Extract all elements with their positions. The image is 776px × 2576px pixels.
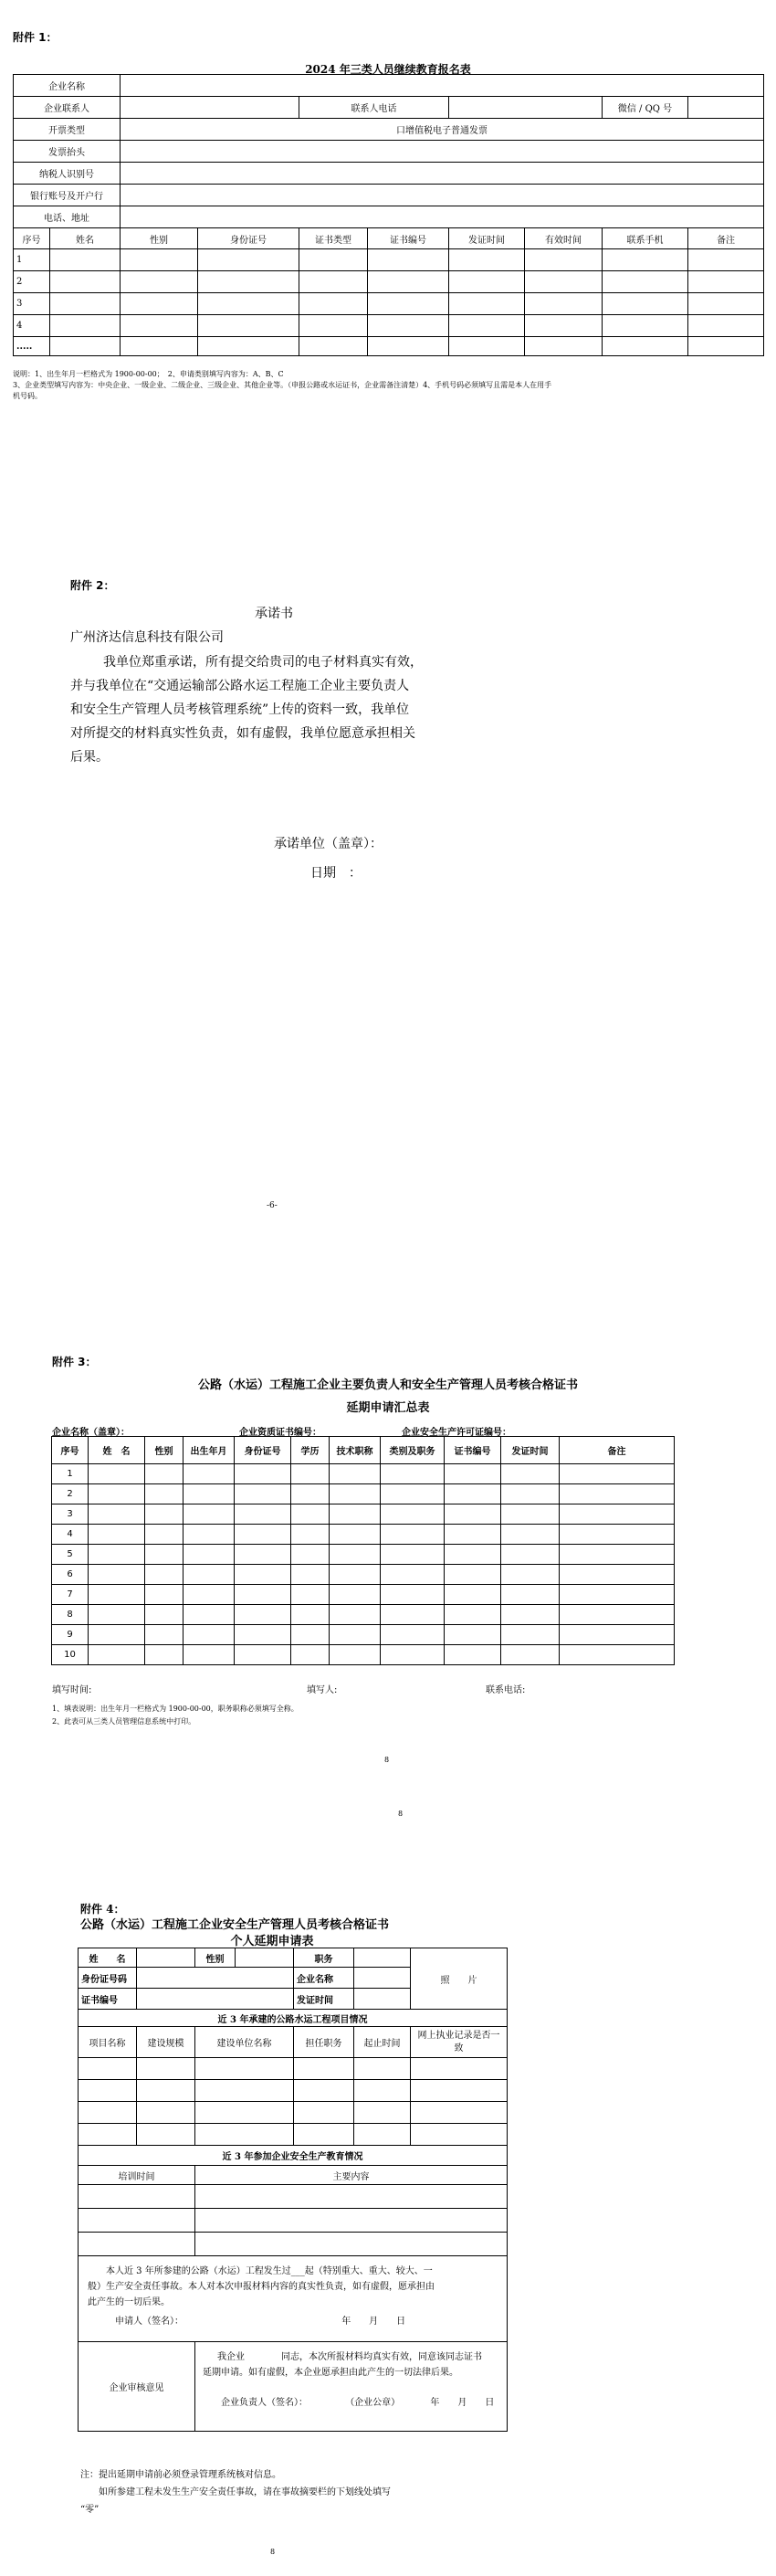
attach4-application-table xyxy=(78,1948,508,2432)
position-field[interactable] xyxy=(354,1948,411,1968)
table-row xyxy=(79,2185,508,2209)
company-name-field[interactable] xyxy=(354,1968,411,1989)
header-cell: 备注 xyxy=(560,1437,675,1464)
attach3-label: 附件 3： xyxy=(52,1356,97,1368)
wechat-qq-label: 微信 / QQ 号 xyxy=(603,97,688,119)
table-row xyxy=(14,315,764,337)
filler-label: 填写人: xyxy=(307,1685,338,1695)
contact-field[interactable] xyxy=(121,97,299,119)
row-index: 3 xyxy=(14,293,50,315)
attach2-label: 附件 2： xyxy=(70,579,115,592)
gender-field[interactable] xyxy=(236,1948,294,1968)
table-row xyxy=(79,2102,508,2124)
company-head-label: 企业负责人（签名）： xyxy=(221,2398,308,2408)
header-cell: 出生年月 xyxy=(184,1437,235,1464)
table-row xyxy=(79,2124,508,2146)
header-cell: 类别及职务 xyxy=(381,1437,445,1464)
header-cell: 性别 xyxy=(121,228,198,249)
attach2-company: 广州济达信息科技有限公司 xyxy=(70,630,224,645)
safety-permit-label: 企业安全生产许可证编号： xyxy=(402,1428,511,1438)
company-name-label: 企业名称（盖章）： xyxy=(52,1428,130,1438)
page-number: 8 xyxy=(270,2548,276,2556)
company-name-label: 企业名称 xyxy=(14,75,121,97)
header-cell: 学历 xyxy=(291,1437,330,1464)
contact-phone-label: 联系人电话 xyxy=(299,97,449,119)
company-name-field[interactable] xyxy=(121,75,764,97)
table-row xyxy=(79,2080,508,2102)
attach2-date: 日期 ： xyxy=(310,866,362,881)
gender-label: 性别 xyxy=(195,1948,236,1968)
page-number: 8 xyxy=(398,1810,404,1818)
cert-no-field[interactable] xyxy=(137,1989,294,2010)
contact-phone-label: 联系电话: xyxy=(486,1685,526,1695)
table-row: 3 xyxy=(52,1504,675,1525)
header-cell: 序号 xyxy=(52,1437,89,1464)
attach1-registration-table xyxy=(13,74,764,356)
header-cell: 证书类型 xyxy=(299,228,368,249)
photo-box[interactable]: 照 片 xyxy=(411,1948,508,2010)
table-row: 10 xyxy=(52,1645,675,1665)
table-row xyxy=(14,271,764,293)
header-cell: 身份证号 xyxy=(235,1437,291,1464)
table-row: 4 xyxy=(52,1525,675,1545)
position-label: 职务 xyxy=(294,1948,354,1968)
table-row: 2 xyxy=(52,1484,675,1504)
taxpayer-id-field[interactable] xyxy=(121,163,764,185)
attach2-body: 我单位郑重承诺，所有提交给贵司的电子材料真实有效， 并与我单位在“交通运输部公路水运工程施工企业主要负责人 和安全生产管理人员考核管理系统”上传的资料一致，我单位 对所提交的材料真实性负责，如有虚假，我单位愿意承担相关 后果。 xyxy=(70,655,423,765)
table-row xyxy=(79,2209,508,2233)
invoice-type-value[interactable]: 口增值税电子普通发票 xyxy=(121,119,764,141)
company-name-label: 企业名称 xyxy=(294,1968,354,1989)
date-label: 年 月 日 xyxy=(430,2398,495,2408)
header-cell: 发证时间 xyxy=(449,228,525,249)
attach3-notes: 1、填表说明：出生年月一栏格式为 1900-00-00，职务职称必须填写全称。 2、此表可从三类人员管理信息系统中打印。 xyxy=(52,1705,299,1726)
attach4-title1: 公路（水运）工程施工企业安全生产管理人员考核合格证书 xyxy=(80,1918,390,1932)
contact-phone-field[interactable] xyxy=(449,97,603,119)
taxpayer-id-label: 纳税人识别号 xyxy=(14,163,121,185)
date-label: 年 月 日 xyxy=(341,2317,406,2327)
page-number: 8 xyxy=(384,1756,390,1764)
invoice-title-field[interactable] xyxy=(121,141,764,163)
id-no-label: 身份证号码 xyxy=(79,1968,137,1989)
header-cell: 项目名称 xyxy=(79,2027,137,2058)
table-row: 9 xyxy=(52,1625,675,1645)
attach4-notes: 注：提出延期申请前必须登录管理系统核对信息。 如所参建工程未发生生产安全责任事故，请在事故摘要栏的下划线处填写 “零” xyxy=(80,2470,391,2515)
company-seal-label: （企业公章） xyxy=(345,2398,401,2408)
applicant-sign-label: 申请人（签名）： xyxy=(115,2317,184,2327)
table-row: 7 xyxy=(52,1585,675,1605)
cert-no-label: 证书编号 xyxy=(79,1989,137,2010)
header-cell: 主要内容 xyxy=(195,2166,508,2185)
header-cell: 起止时间 xyxy=(354,2027,411,2058)
invoice-type-label: 开票类型 xyxy=(14,119,121,141)
attach1-title: 2024 年三类人员继续教育报名表 xyxy=(305,63,471,76)
projects-section-title: 近 3 年承建的公路水运工程项目情况 xyxy=(79,2010,508,2027)
table-row xyxy=(14,293,764,315)
fill-time-label: 填写时间: xyxy=(52,1685,92,1695)
company-opinion-label: 企业审核意见 xyxy=(79,2342,195,2432)
name-field[interactable] xyxy=(137,1948,195,1968)
header-cell: 姓 名 xyxy=(89,1437,145,1464)
phone-address-label: 电话、地址 xyxy=(14,206,121,228)
contact-label: 企业联系人 xyxy=(14,97,121,119)
bank-label: 银行账号及开户行 xyxy=(14,185,121,206)
attach1-label: 附件 1： xyxy=(13,31,58,44)
issue-date-label: 发证时间 xyxy=(294,1989,354,2010)
table-row xyxy=(14,249,764,271)
attach2-title: 承诺书 xyxy=(255,607,293,621)
row-index: ..... xyxy=(14,337,50,356)
qualification-no-label: 企业资质证书编号： xyxy=(239,1428,321,1438)
table-row: 8 xyxy=(52,1605,675,1625)
invoice-title-label: 发票抬头 xyxy=(14,141,121,163)
attach3-title2: 延期申请汇总表 xyxy=(346,1401,430,1415)
wechat-qq-field[interactable] xyxy=(688,97,764,119)
header-cell: 联系手机 xyxy=(603,228,688,249)
declaration-cell[interactable]: 本人近 3 年所参建的公路（水运）工程发生过___起（特别重大、重大、较大、一 般）生产安全责任事故。本人对本次申报材料内容的真实性负责，如有虚假，愿承担由 此产生的一切后果。 申请人（签名）： 年 月 日 xyxy=(79,2256,508,2342)
header-cell: 序号 xyxy=(14,228,50,249)
header-cell: 网上执业记录是否一致 xyxy=(411,2027,508,2058)
table-row: 5 xyxy=(52,1545,675,1565)
company-opinion-cell[interactable]: 我企业 同志，本次所报材料均真实有效，同意该同志证书 延期申请。如有虚假，本企业愿承担由此产生的一切法律后果。 企业负责人（签名）： （企业公章） 年 月 日 xyxy=(195,2342,508,2432)
attach4-label: 附件 4： xyxy=(80,1903,125,1916)
header-cell: 建设单位名称 xyxy=(195,2027,294,2058)
attach1-notes: 说明：1、出生年月一栏格式为 1900-00-00； 2、申请类别填写内容为：A、B、C 3、企业类型填写内容为：中央企业、一级企业、二级企业、三级企业、其他企业等。（申报公路或水运证书，企业需备注清楚）4、手机号码必须填写且需是本人在用手 机号码。 xyxy=(13,370,552,400)
table-row: 1 xyxy=(52,1464,675,1484)
header-cell: 性别 xyxy=(145,1437,184,1464)
issue-date-field[interactable] xyxy=(354,1989,411,2010)
row-index: 1 xyxy=(14,249,50,271)
attach2-sign-unit: 承诺单位（盖章）： xyxy=(274,837,383,851)
phone-address-field[interactable] xyxy=(121,206,764,228)
header-cell: 姓名 xyxy=(50,228,121,249)
row-index: 4 xyxy=(14,315,50,337)
header-cell: 技术职称 xyxy=(330,1437,381,1464)
header-cell: 身份证号 xyxy=(198,228,299,249)
header-cell: 担任职务 xyxy=(294,2027,354,2058)
header-cell: 证书编号 xyxy=(445,1437,501,1464)
header-cell: 有效时间 xyxy=(525,228,603,249)
table-row xyxy=(14,337,764,356)
row-index: 2 xyxy=(14,271,50,293)
name-label: 姓 名 xyxy=(79,1948,137,1968)
page-number: -6- xyxy=(267,1201,278,1210)
table-row xyxy=(79,2058,508,2080)
attach3-title1: 公路（水运）工程施工企业主要负责人和安全生产管理人员考核合格证书 xyxy=(197,1378,578,1392)
table-row: 6 xyxy=(52,1565,675,1585)
header-cell: 建设规模 xyxy=(137,2027,195,2058)
table-row xyxy=(79,2233,508,2256)
header-cell: 备注 xyxy=(688,228,764,249)
attach4-title2: 个人延期申请表 xyxy=(230,1935,314,1948)
header-cell: 培训时间 xyxy=(79,2166,195,2185)
header-cell: 发证时间 xyxy=(501,1437,560,1464)
bank-field[interactable] xyxy=(121,185,764,206)
header-cell: 证书编号 xyxy=(368,228,449,249)
attach3-summary-table xyxy=(51,1436,675,1665)
training-section-title: 近 3 年参加企业安全生产教育情况 xyxy=(79,2146,508,2166)
id-no-field[interactable] xyxy=(137,1968,294,1989)
